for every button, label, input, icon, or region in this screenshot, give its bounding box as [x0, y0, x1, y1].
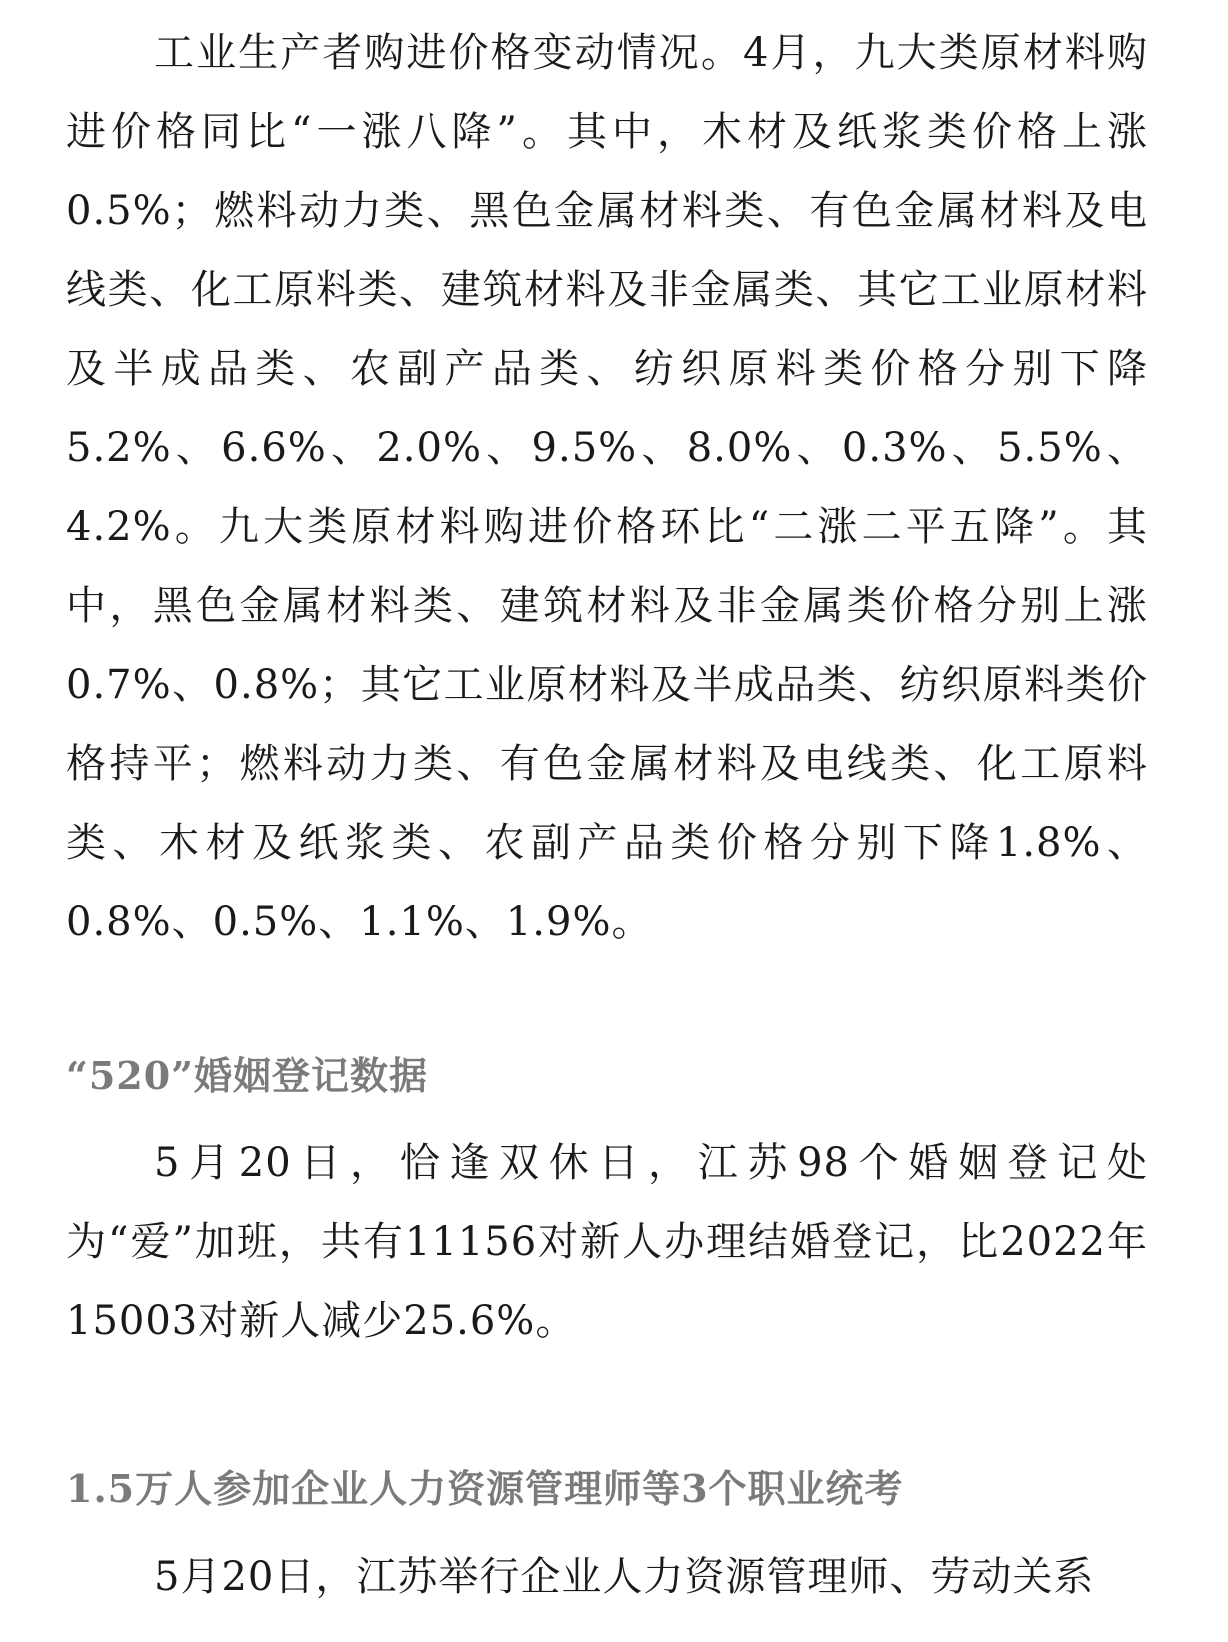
paragraph-marriage-registration: 5月20日，恰逢双休日，江苏98个婚姻登记处为“爱”加班，共有11156对新人办理结婚登记，比2022年15003对新人减少25.6%。: [66, 1140, 1148, 1344]
heading-marriage-registration: “520”婚姻登记数据: [66, 1053, 429, 1098]
heading-vocational-exam: 1.5万人参加企业人力资源管理师等3个职业统考: [66, 1466, 904, 1511]
paragraph-price-changes: 工业生产者购进价格变动情况。4月，九大类原材料购进价格同比“一涨八降”。其中，木材及纸浆类价格上涨0.5%；燃料动力类、黑色金属材料类、有色金属材料及电线类、化工原料类、建筑材料及非金属类、其它工业原材料及半成品类、农副产品类、纺织原料类价格分别下降5.2%、6.6%、2.0%、9.5%、8.0%、0.3%、5.5%、4.2%。九大类原材料购进价格环比“二涨二平五降”。其中，黑色金属材料类、建筑材料及非金属类价格分别上涨0.7%、0.8%；其它工业原材料及半成品类、纺织原料类价格持平；燃料动力类、有色金属材料及电线类、化工原料类、木材及纸浆类、农副产品类价格分别下降1.8%、0.8%、0.5%、1.1%、1.9%。: [66, 30, 1148, 945]
paragraph-vocational-exam: 5月20日，江苏举行企业人力资源管理师、劳动关系: [154, 1554, 1095, 1600]
